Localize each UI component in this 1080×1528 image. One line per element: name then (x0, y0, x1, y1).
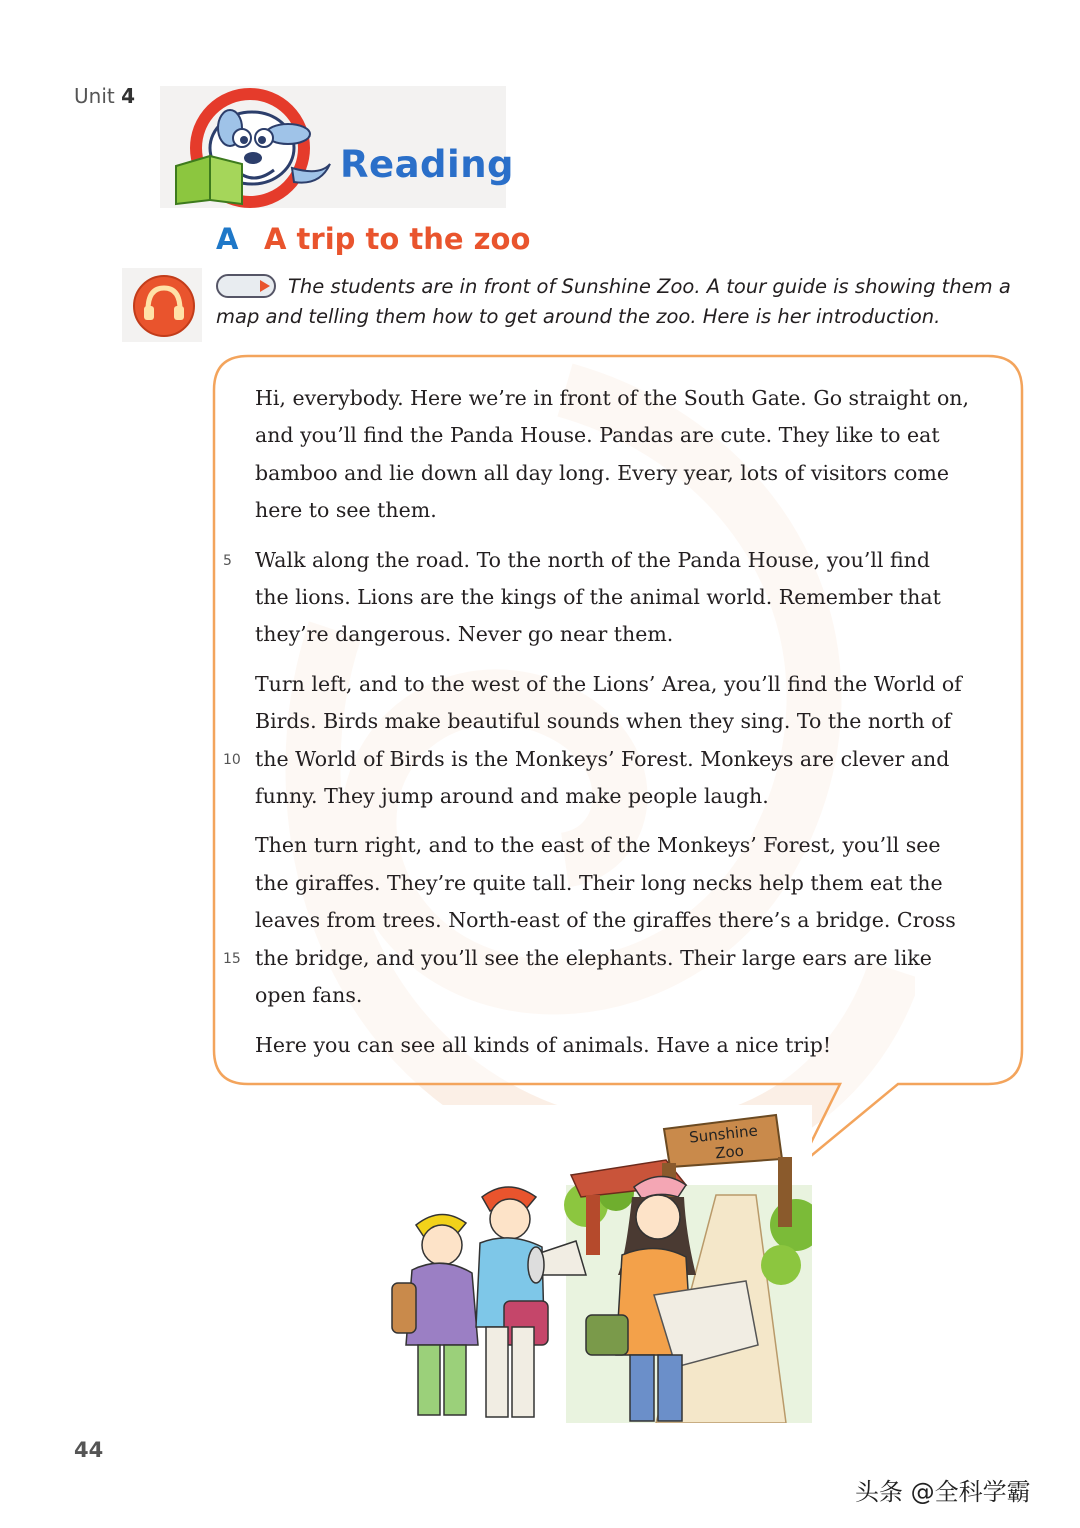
text-line: Hi, everybody. Here we’re in front of the South Gate. Go straight on, (255, 386, 970, 410)
sign-line-2: Zoo (714, 1141, 745, 1163)
paragraph-2 (223, 542, 995, 654)
text-line: and you’ll find the Panda House. Pandas are cute. They like to eat (255, 423, 940, 448)
page-number: 44 (74, 1438, 104, 1462)
text-line: 10 the World of Birds is the Monkeys’ Forest. Monkeys are clever and (255, 741, 995, 778)
text-line: bamboo and lie down all day long. Every year, lots of visitors come (255, 460, 949, 485)
text-line: Then turn right, and to the east of the Monkeys’ Forest, you’ll see (255, 833, 941, 858)
line-number: 5 (223, 552, 232, 569)
text-line: they’re dangerous. Never go near them. (255, 622, 674, 647)
text-line: the giraffes. They’re quite tall. Their long necks help them eat the (255, 870, 943, 895)
passage (223, 380, 995, 1076)
intro-text: The students are in front of Sunshine Zoo. A tour guide is showing them a map and telling them how to get around the zoo. Here is her introduction. (216, 275, 1011, 328)
source-credit: 头条 @全科学霸 (855, 1478, 1031, 1506)
text-line: Here you can see all kinds of animals. Have a nice trip! (255, 1032, 832, 1057)
paragraph-4 (223, 827, 995, 1014)
text-line: 15 the bridge, and you’ll see the elephants. Their large ears are like (255, 940, 995, 977)
paragraph-3 (223, 666, 995, 816)
text-line: the lions. Lions are the kings of the animal world. Remember that (255, 585, 941, 610)
paragraph-1 (255, 380, 995, 530)
paragraph-5 (255, 1027, 995, 1064)
text-line: Turn left, and to the west of the Lions’ Area, you’ll find the World of (255, 671, 962, 696)
section-title: A trip to the zoo (264, 222, 531, 256)
line-number: 10 (223, 751, 241, 768)
text-line: open fans. (255, 983, 363, 1008)
unit-label: Unit 4 (74, 84, 135, 108)
zoo-entrance-illustration (386, 1105, 812, 1423)
text-line: here to see them. (255, 498, 437, 523)
text-line: Birds. Birds make beautiful sounds when they sing. To the north of (255, 709, 952, 734)
sign-line-1: Sunshine (688, 1121, 759, 1147)
text-line: 5 Walk along the road. To the north of the Panda House, you’ll find (255, 542, 995, 579)
text-line: funny. They jump around and make people laugh. (255, 784, 769, 809)
section-letter: A (216, 222, 239, 256)
banner-title: Reading (340, 143, 515, 186)
text-line: leaves from trees. North-east of the giraffes there’s a bridge. Cross (255, 908, 956, 933)
line-number: 15 (223, 950, 241, 967)
